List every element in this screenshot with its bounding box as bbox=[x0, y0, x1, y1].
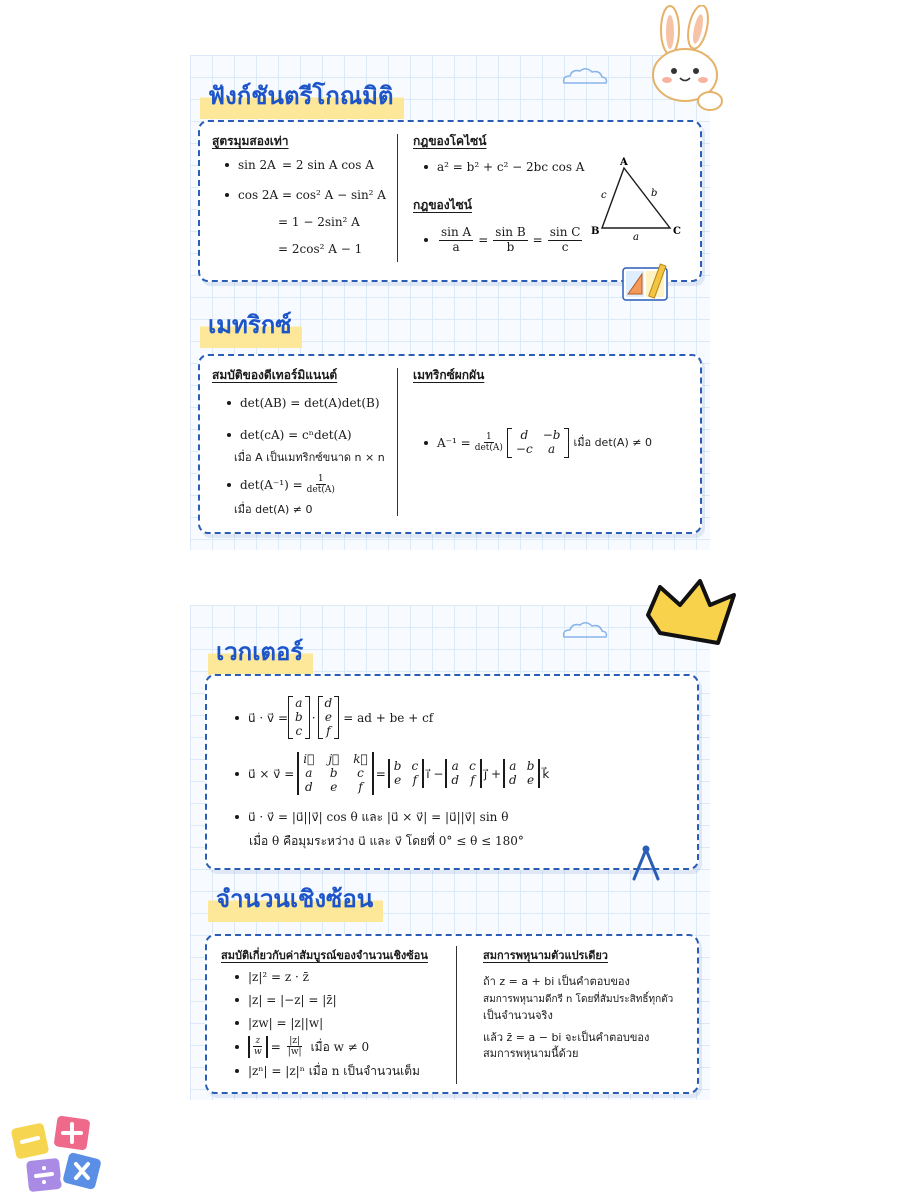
cos-2a-formula-2: = 1 − 2sin² A bbox=[278, 215, 360, 229]
det-property-2-note: เมื่อ A เป็นเมทริกซ์ขนาด n × n bbox=[234, 451, 385, 464]
vector-cell: b bbox=[295, 709, 303, 724]
frac-den: b bbox=[506, 239, 515, 254]
cosine-law-text: a² = b² + c² − 2bc cos A bbox=[437, 160, 585, 174]
bullet bbox=[235, 1021, 239, 1025]
cross-product-lhs: u⃗ × v⃗ = bbox=[248, 766, 295, 781]
trig-card bbox=[198, 120, 702, 282]
vector-cell: a bbox=[295, 696, 303, 710]
i-vector-term: i⃗ − bbox=[426, 766, 444, 781]
inverse-heading: เมทริกซ์ผกผัน bbox=[413, 368, 485, 382]
det-cell: e bbox=[330, 779, 338, 794]
triangle-diagram bbox=[588, 156, 688, 241]
frac-den: a bbox=[452, 239, 460, 254]
minor-cell: e bbox=[394, 772, 402, 787]
bullet bbox=[424, 441, 428, 445]
cross-product-formula: u⃗ × v⃗ = i⃗ j⃗ k⃗ a b c d e f = b c e f i⃗ − a c d f j⃗ + a b d e k⃗ bbox=[235, 752, 549, 795]
poly-heading: สมการพหุนามตัวแปรเดียว bbox=[483, 949, 608, 962]
abs-property-1-text: |z|² = z · z̄ bbox=[248, 970, 309, 984]
k-vector-term: k⃗ bbox=[542, 766, 550, 781]
angle-formula bbox=[235, 810, 508, 824]
frac-den: det(A) bbox=[306, 485, 335, 496]
frac-den: c bbox=[561, 239, 569, 254]
sine-fraction-c bbox=[548, 226, 583, 255]
cosine-law-heading: กฎของโคไซน์ bbox=[413, 134, 487, 148]
poly-text-2: สมการพหุนามดีกรี n โดยที่สัมประสิทธิ์ทุกตัว bbox=[483, 994, 674, 1005]
abs-property-3-text: |zw| = |z||w| bbox=[248, 1016, 324, 1030]
cloud-icon bbox=[560, 620, 610, 640]
det-cell: b bbox=[329, 765, 338, 780]
vector-cell: d bbox=[324, 696, 333, 710]
det-property-2-text: det(cA) = cⁿdet(A) bbox=[240, 428, 352, 442]
inverse-formula bbox=[424, 428, 652, 458]
vector-u-column bbox=[288, 696, 310, 739]
dot-product-formula: u⃗ · v⃗ = a b c · d e f = ad + be + cf bbox=[235, 696, 433, 739]
book-ruler-icon bbox=[620, 262, 674, 306]
side-b-label: b bbox=[651, 188, 658, 199]
vector-cell: e bbox=[324, 709, 332, 724]
column-divider bbox=[397, 134, 398, 262]
det-property-3-lhs: det(A⁻¹) = bbox=[240, 477, 303, 492]
minor-cell: c bbox=[469, 758, 476, 773]
abs-property-1 bbox=[235, 970, 309, 984]
crown-icon bbox=[640, 575, 740, 655]
trig-section-title: ฟังก์ชันตรีโกณมิติ bbox=[200, 74, 404, 119]
vector-cell: c bbox=[295, 723, 303, 738]
abs-property-4: $\frac{z}{w}$ = $\frac{|z|}{|w|}$ เมื่อ w ≠ 0 bbox=[235, 1036, 369, 1058]
det-property-1 bbox=[227, 396, 380, 410]
det-cell: j⃗ bbox=[328, 752, 340, 766]
minor-cell: f bbox=[412, 772, 418, 787]
minor-cell: b bbox=[526, 758, 535, 773]
frac-num: sin A bbox=[441, 225, 472, 239]
double-angle-sin bbox=[225, 158, 374, 172]
cross-product-determinant bbox=[297, 752, 373, 795]
math-symbols-icon bbox=[8, 1112, 108, 1198]
abs-property-5-text: |zⁿ| = |z|ⁿ เมื่อ n เป็นจำนวนเต็ม bbox=[248, 1064, 420, 1078]
poly-text-3: เป็นจำนวนจริง bbox=[483, 1009, 553, 1022]
minor-cell: e bbox=[527, 772, 535, 787]
side-a-label: a bbox=[633, 232, 639, 241]
minor-cell: d bbox=[509, 772, 517, 787]
frac-num: 1 bbox=[317, 474, 324, 484]
poly-text-4: แล้ว z̄ = a − bi จะเป็นคำตอบของ bbox=[483, 1031, 650, 1044]
sine-law-heading: กฎของไซน์ bbox=[413, 198, 472, 212]
minor-cell: f bbox=[470, 772, 475, 787]
dot-product-lhs: u⃗ · v⃗ = bbox=[248, 710, 289, 725]
det-inverse-fraction bbox=[305, 474, 337, 496]
det-cell: a bbox=[305, 765, 313, 780]
sine-law-formula: $\frac{\text{sin A}}{a}$ = $\frac{\text{sin B}}{b}$ = $\frac{\text{sin C}}{c}$ bbox=[424, 226, 584, 255]
abs-property-2-text: |z| = |−z| = |z̄| bbox=[248, 993, 337, 1007]
cloud-icon bbox=[560, 66, 610, 86]
angle-formula-text: u⃗ · v⃗ = |u⃗||v⃗| cos θ และ |u⃗ × v⃗| = |u⃗||v⃗| sin θ bbox=[248, 810, 509, 824]
cos-2a-formula-3: = 2cos² A − 1 bbox=[278, 242, 363, 256]
bullet bbox=[235, 815, 239, 819]
vector-v-column bbox=[318, 696, 340, 739]
bullet bbox=[235, 716, 239, 720]
frac-num: z bbox=[255, 1036, 261, 1046]
inverse-lhs: A⁻¹ = bbox=[437, 435, 471, 450]
double-angle-column bbox=[212, 132, 392, 151]
bullet bbox=[227, 433, 231, 437]
det-cell: c bbox=[357, 765, 364, 780]
double-angle-heading: สูตรมุมสองเท่า bbox=[212, 134, 289, 148]
abs-property-5 bbox=[235, 1064, 420, 1078]
bullet bbox=[235, 1069, 239, 1073]
column-divider bbox=[397, 368, 398, 516]
frac-num: |z| bbox=[289, 1036, 301, 1046]
minor-cell: b bbox=[393, 758, 402, 773]
complex-section-title: จำนวนเชิงซ้อน bbox=[208, 877, 383, 922]
compass-icon bbox=[628, 843, 664, 883]
inverse-condition: เมื่อ det(A) ≠ 0 bbox=[573, 436, 652, 450]
minor-2 bbox=[445, 759, 481, 789]
minor-cell: d bbox=[451, 772, 460, 787]
det-property-3-note: เมื่อ det(A) ≠ 0 bbox=[234, 503, 313, 516]
det-cell: f bbox=[358, 779, 363, 794]
cos-2a-label: cos 2A bbox=[238, 188, 279, 202]
inverse-matrix bbox=[507, 428, 570, 458]
minor-cell: c bbox=[411, 758, 419, 773]
matrix-cell: −b bbox=[542, 428, 561, 442]
poly-text-5: สมการพหุนามนี้ด้วย bbox=[483, 1047, 579, 1060]
side-c-label: c bbox=[601, 190, 607, 201]
bullet bbox=[424, 238, 428, 242]
matrix-cell: a bbox=[548, 441, 556, 456]
abs-property-2 bbox=[235, 993, 337, 1007]
j-vector-term: j⃗ + bbox=[483, 766, 502, 781]
abs-property-4-condition: เมื่อ w ≠ 0 bbox=[310, 1039, 370, 1054]
bullet bbox=[235, 975, 239, 979]
minor-1 bbox=[388, 759, 424, 789]
bullet bbox=[225, 193, 229, 197]
det-cell: d bbox=[304, 779, 313, 794]
sin-2a-label: sin 2A bbox=[238, 158, 276, 172]
det-cell: i⃗ bbox=[303, 752, 315, 766]
cos-2a-formula-1: = cos² A − sin² A bbox=[282, 188, 386, 202]
vector-cell: f bbox=[326, 723, 331, 738]
matrix-section-title: เมทริกซ์ bbox=[200, 303, 302, 348]
matrix-cell: d bbox=[520, 428, 529, 442]
complex-card bbox=[205, 934, 699, 1094]
det-property-3 bbox=[227, 474, 339, 496]
det-property-2 bbox=[227, 428, 352, 442]
sine-fraction-a bbox=[439, 226, 473, 255]
double-angle-cos bbox=[225, 188, 386, 202]
det-heading: สมบัติของดีเทอร์มิแนนต์ bbox=[212, 368, 338, 382]
abs-heading: สมบัติเกี่ยวกับค่าสัมบูรณ์ของจำนวนเชิงซ้อน bbox=[221, 949, 428, 962]
inverse-fraction bbox=[473, 432, 505, 454]
matrix-cell: −c bbox=[515, 441, 533, 456]
angle-note: เมื่อ θ คือมุมระหว่าง u⃗ และ v⃗ โดยที่ 0° ≤ θ ≤ 180° bbox=[249, 834, 524, 848]
poly-text-1: ถ้า z = a + bi เป็นคำตอบของ bbox=[483, 975, 630, 988]
minor-cell: a bbox=[509, 758, 517, 773]
frac-num: 1 bbox=[485, 431, 492, 442]
sin-2a-formula: = 2 sin A cos A bbox=[282, 158, 374, 172]
minor-3 bbox=[503, 759, 540, 789]
matrix-card bbox=[198, 354, 702, 534]
bullet bbox=[235, 1045, 239, 1049]
bullet bbox=[235, 998, 239, 1002]
abs-quotient bbox=[248, 1036, 268, 1058]
vector-card bbox=[205, 674, 699, 870]
vertex-a-label: A bbox=[620, 157, 628, 168]
vertex-b-label: B bbox=[591, 226, 600, 237]
det-property-1-text: det(AB) = det(A)det(B) bbox=[240, 396, 380, 410]
cosine-law-formula bbox=[424, 160, 584, 174]
bullet bbox=[227, 483, 231, 487]
abs-property-3 bbox=[235, 1016, 323, 1030]
bullet bbox=[424, 165, 428, 169]
column-divider bbox=[456, 946, 457, 1084]
frac-den: w bbox=[254, 1047, 262, 1058]
frac-num: sin C bbox=[549, 225, 581, 239]
frac-num: sin B bbox=[495, 225, 526, 239]
bunny-icon bbox=[640, 5, 730, 115]
det-cell: k⃗ bbox=[353, 752, 368, 766]
bullet bbox=[235, 772, 239, 776]
sine-fraction-b bbox=[493, 226, 527, 255]
minor-cell: a bbox=[451, 758, 459, 773]
bullet bbox=[225, 163, 229, 167]
frac-den: det(A) bbox=[474, 443, 503, 454]
frac-den: |w| bbox=[287, 1047, 302, 1058]
vector-section-title: เวกเตอร์ bbox=[208, 630, 313, 675]
vertex-c-label: C bbox=[673, 226, 681, 237]
bullet bbox=[227, 401, 231, 405]
dot-product-rhs: = ad + be + cf bbox=[343, 710, 434, 725]
